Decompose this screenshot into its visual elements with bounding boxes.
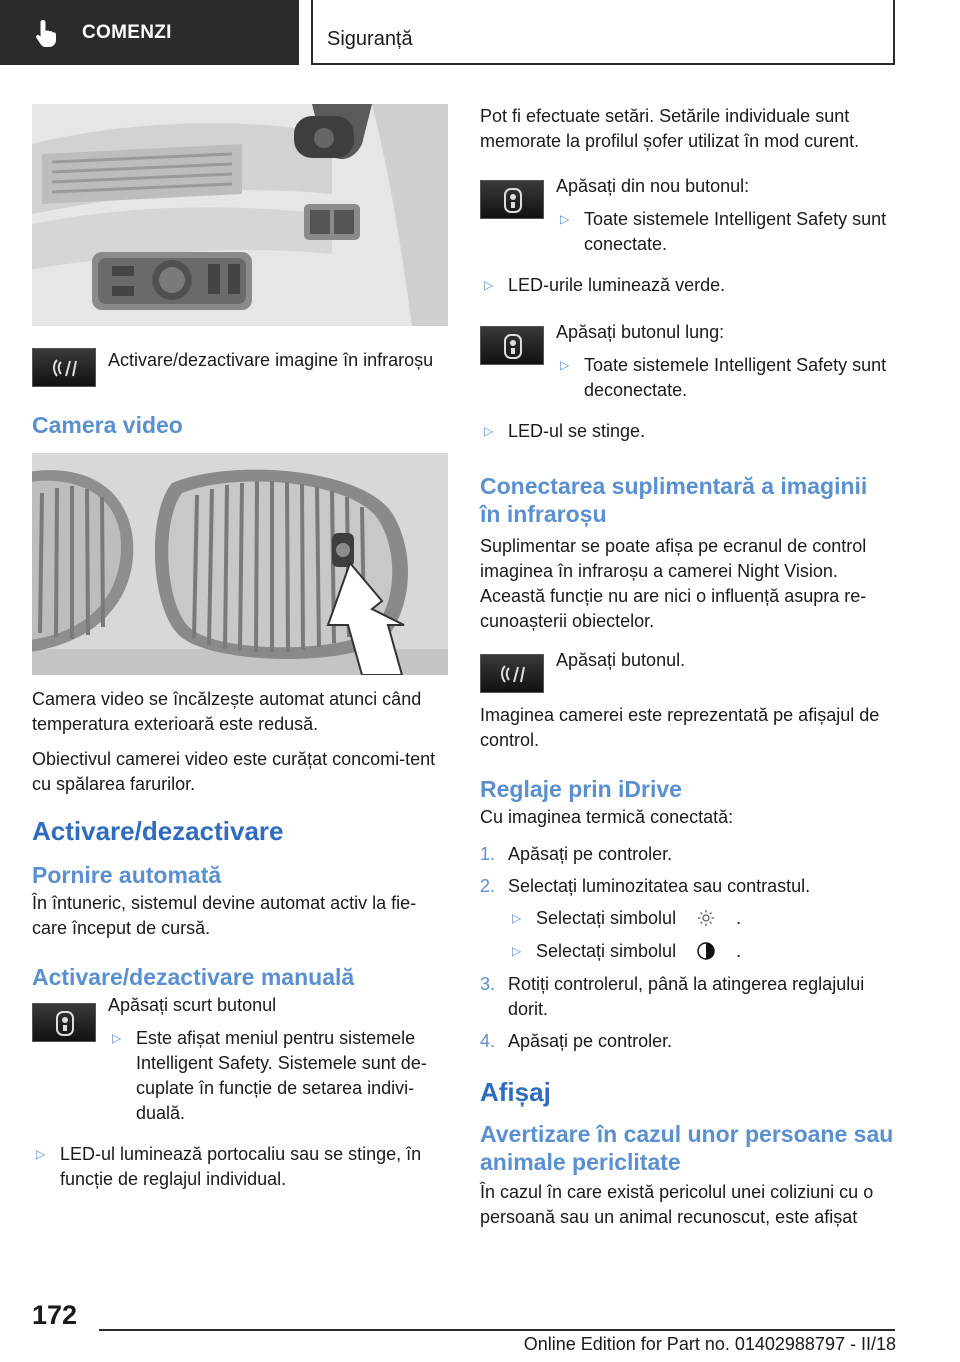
contrast-icon [695,942,717,960]
supl-paragraph: Suplimentar se poate afișa pe ecranul de control imaginea în infraroșu a camerei Night Vision. Această funcție nu are nici o influență asupra re-cunoașterii obiectelor. [480,536,867,631]
intro-paragraph: Pot fi efectuate setări. Setările individuale sunt memorate la profilul șofer utilizat în mod curent. [480,106,860,151]
manuala-heading: Activare/dezactivare manuală [32,964,355,990]
footer-divider [99,1329,895,1331]
press-again-sub-bullet: ▷ Toate sistemele Intelligent Safety sunt conectate. [556,207,894,257]
dashboard-controls-figure [32,104,448,326]
triangle-bullet-icon: ▷ [36,1147,46,1161]
pornire-heading: Pornire automată [32,862,222,888]
left-column [32,104,448,1200]
footer-edition-text: Online Edition for Part no. 01402988797 - II/18 [523,1334,896,1354]
camera-paragraph-1: Camera video se încălzește automat atunci când temperatura exterioară este redusă. [32,689,422,734]
night-vision-button-icon [480,654,544,693]
step-4: 4. Apăsați pe controler. [480,1031,673,1051]
header-chapter-box [311,0,895,65]
hand-pointer-icon [34,18,60,48]
manuala-button-row [32,993,448,1134]
supl-heading: Conectarea suplimentară a imaginii în infraroșu [480,473,868,527]
afisaj-heading: Afișaj [480,1077,551,1107]
figure1-caption: Activare/dezactivare imagine în infraroșu [108,350,434,370]
triangle-bullet-icon: ▷ [484,424,494,438]
activare-heading: Activare/dezactivare [32,816,284,846]
press-long-sub-bullet: ▷ Toate sistemele Intelligent Safety sunt deconectate. [556,353,894,403]
select-brightness-bullet: ▷ Selectați simbolul . [508,906,894,931]
header-section-label: COMENZI [82,21,172,43]
press-again-text: Apăsați din nou butonul: [556,176,750,196]
header-section-tab [0,0,299,65]
triangle-bullet-icon: ▷ [560,212,570,226]
step-3: 3. Rotiți controlerul, până la atingerea reglajului dorit. [480,974,865,1019]
night-vision-button-row [32,348,448,387]
intelligent-safety-button-icon [480,326,544,365]
press-btn-row [480,648,894,693]
press-again-row [480,174,894,265]
idrive-intro: Cu imaginea termică conectată: [480,807,734,827]
header-chapter-title: Siguranță [327,28,413,50]
manuala-button-text: Apăsați scurt butonul [108,995,277,1015]
select-contrast-bullet: ▷ Selectați simbolul . [508,939,894,964]
pornire-paragraph: În întuneric, sistemul devine automat activ la fie-care început de cursă. [32,893,417,938]
night-vision-button-icon [32,348,96,387]
display-paragraph: Imaginea camerei este reprezentată pe afișajul de control. [480,705,880,750]
intelligent-safety-button-icon [32,1003,96,1042]
right-column [480,104,894,1240]
kidney-grille-camera-figure [32,453,448,675]
triangle-bullet-icon: ▷ [512,911,522,925]
triangle-bullet-icon: ▷ [484,278,494,292]
sun-icon [695,909,717,927]
avert-heading: Avertizare în cazul unor persoane sau animale periclitate [480,1121,894,1175]
press-long-row [480,320,894,411]
idrive-heading: Reglaje prin iDrive [480,776,682,802]
intelligent-safety-button-icon [480,180,544,219]
triangle-bullet-icon: ▷ [112,1031,122,1045]
green-bullet: ▷ LED-urile luminează verde. [480,273,894,298]
press-long-text: Apăsați butonul lung: [556,322,725,342]
triangle-bullet-icon: ▷ [560,358,570,372]
step-1: 1. Apăsați pe controler. [480,844,673,864]
manuala-bullet: ▷ LED-ul luminează portocaliu sau se stinge, în funcție de reglajul individual. [32,1142,448,1192]
triangle-bullet-icon: ▷ [512,944,522,958]
manuala-sub-bullet: ▷ Este afișat meniul pentru sistemele Intelligent Safety. Sistemele sunt de-cuplate în funcție de setarea indivi-duală. [108,1026,448,1126]
off-bullet: ▷ LED-ul se stinge. [480,419,894,444]
camera-heading: Camera video [32,412,183,438]
step-2: 2. Selectați luminozitatea sau contrastul. [480,876,811,896]
press-btn-text: Apăsați butonul. [556,650,686,670]
page-number: 172 [32,1300,78,1330]
camera-paragraph-2: Obiectivul camerei video este curățat concomi-tent cu spălarea farurilor. [32,749,436,794]
avert-paragraph: În cazul în care există pericolul unei coliziuni cu o persoană sau un animal recunoscut, este afișat [480,1182,874,1227]
